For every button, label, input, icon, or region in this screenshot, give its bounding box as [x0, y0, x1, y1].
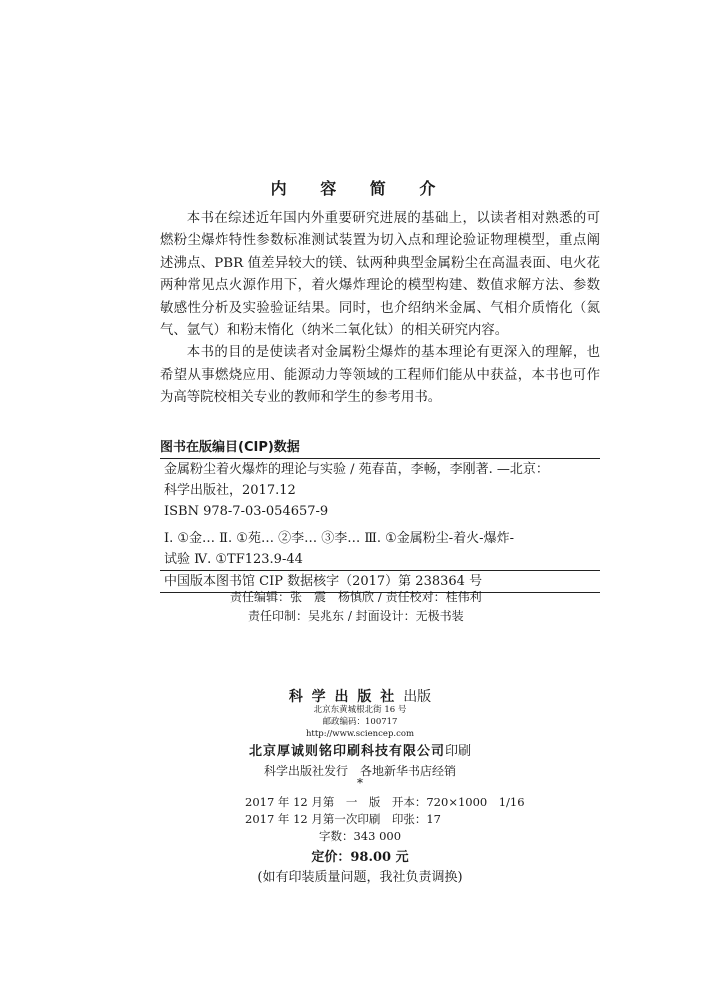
- cip-header: 图书在版编目(CIP)数据: [160, 440, 300, 455]
- price: 定价：98.00 元: [311, 850, 409, 865]
- credits-line-1: 责任编辑：张 震 杨慎欣 / 责任校对：桂伟利: [230, 590, 482, 604]
- cip-entry-line-2: 科学出版社，2017.12: [164, 483, 296, 498]
- intro-paragraph-2: 本书的目的是使读者对金属粉尘爆炸的基本理论有更深入的理解，也希望从事燃烧应用、能源动力等领域的工程师们能从中获益，本书也可作为高等院校相关专业的教师和学生的参考用书。: [160, 345, 600, 406]
- edition-line-2: 2017 年 12 月第一次印刷 印张：17: [245, 812, 441, 826]
- distribution-line: 科学出版社发行 各地新华书店经销: [263, 764, 456, 778]
- cip-subject-line-1: Ⅰ. ①金… Ⅱ. ①苑… ②李… ③李… Ⅲ. ①金属粉尘-着火-爆炸-: [164, 531, 514, 546]
- edition-info: [245, 794, 525, 828]
- credits-line-2: 责任印制：吴兆东 / 封面设计：无极书装: [248, 609, 464, 623]
- publisher-postcode: 邮政编码：100717: [322, 717, 398, 727]
- quality-notice: (如有印装质量问题，我社负责调换): [257, 870, 463, 885]
- word-count: 字数：343 000: [318, 829, 402, 843]
- cip-number: 中国版本图书馆 CIP 数据核字（2017）第 238364 号: [164, 574, 483, 589]
- edition-line-1: 2017 年 12 月第 一 版 开本：720×1000 1/16: [245, 795, 525, 809]
- cip-isbn: ISBN 978-7-03-054657-9: [164, 504, 329, 519]
- intro-paragraph-1: 本书在综述近年国内外重要研究进展的基础上，以读者相对熟悉的可燃粉尘爆炸特性参数标准测试装置为切入点和理论验证物理模型，重点阐述沸点、PBR 值差异较大的镁、钛两种典型金属粉尘在高温表面、电火花两种常见点火源作用下，着火爆炸理论的模型构建、数值求解方法、参数敏感性分析及实验验证结果。同时，也介绍纳米金属、气相介质惰化（氮气、氩气）和粉末惰化（纳米二氧化钛）的相关研究内容。: [160, 211, 600, 339]
- intro-title: 内 容 简 介: [270, 179, 450, 198]
- printer-name: 北京厚诚则铭印刷科技有限公司: [248, 744, 445, 759]
- publisher-line: [0, 686, 720, 706]
- credits: [230, 588, 560, 626]
- publisher-suffix: 出版: [403, 689, 432, 705]
- intro-text: [160, 208, 600, 410]
- cip-block: [160, 438, 600, 593]
- cip-subject-line-2: 试验 Ⅳ. ①TF123.9-44: [164, 552, 303, 567]
- printer-suffix: 印刷: [445, 744, 472, 759]
- cip-entry-line-1: 金属粉尘着火爆炸的理论与实验 / 苑春苗，李畅，李刚著. —北京：: [164, 462, 549, 477]
- printer-line: [0, 740, 720, 759]
- publisher-address: 北京东黄城根北街 16 号: [313, 705, 407, 715]
- separator-star: *: [357, 776, 363, 790]
- publisher-url: http://www.sciencep.com: [305, 729, 415, 739]
- publisher-name: 科 学 出 版 社: [288, 689, 397, 705]
